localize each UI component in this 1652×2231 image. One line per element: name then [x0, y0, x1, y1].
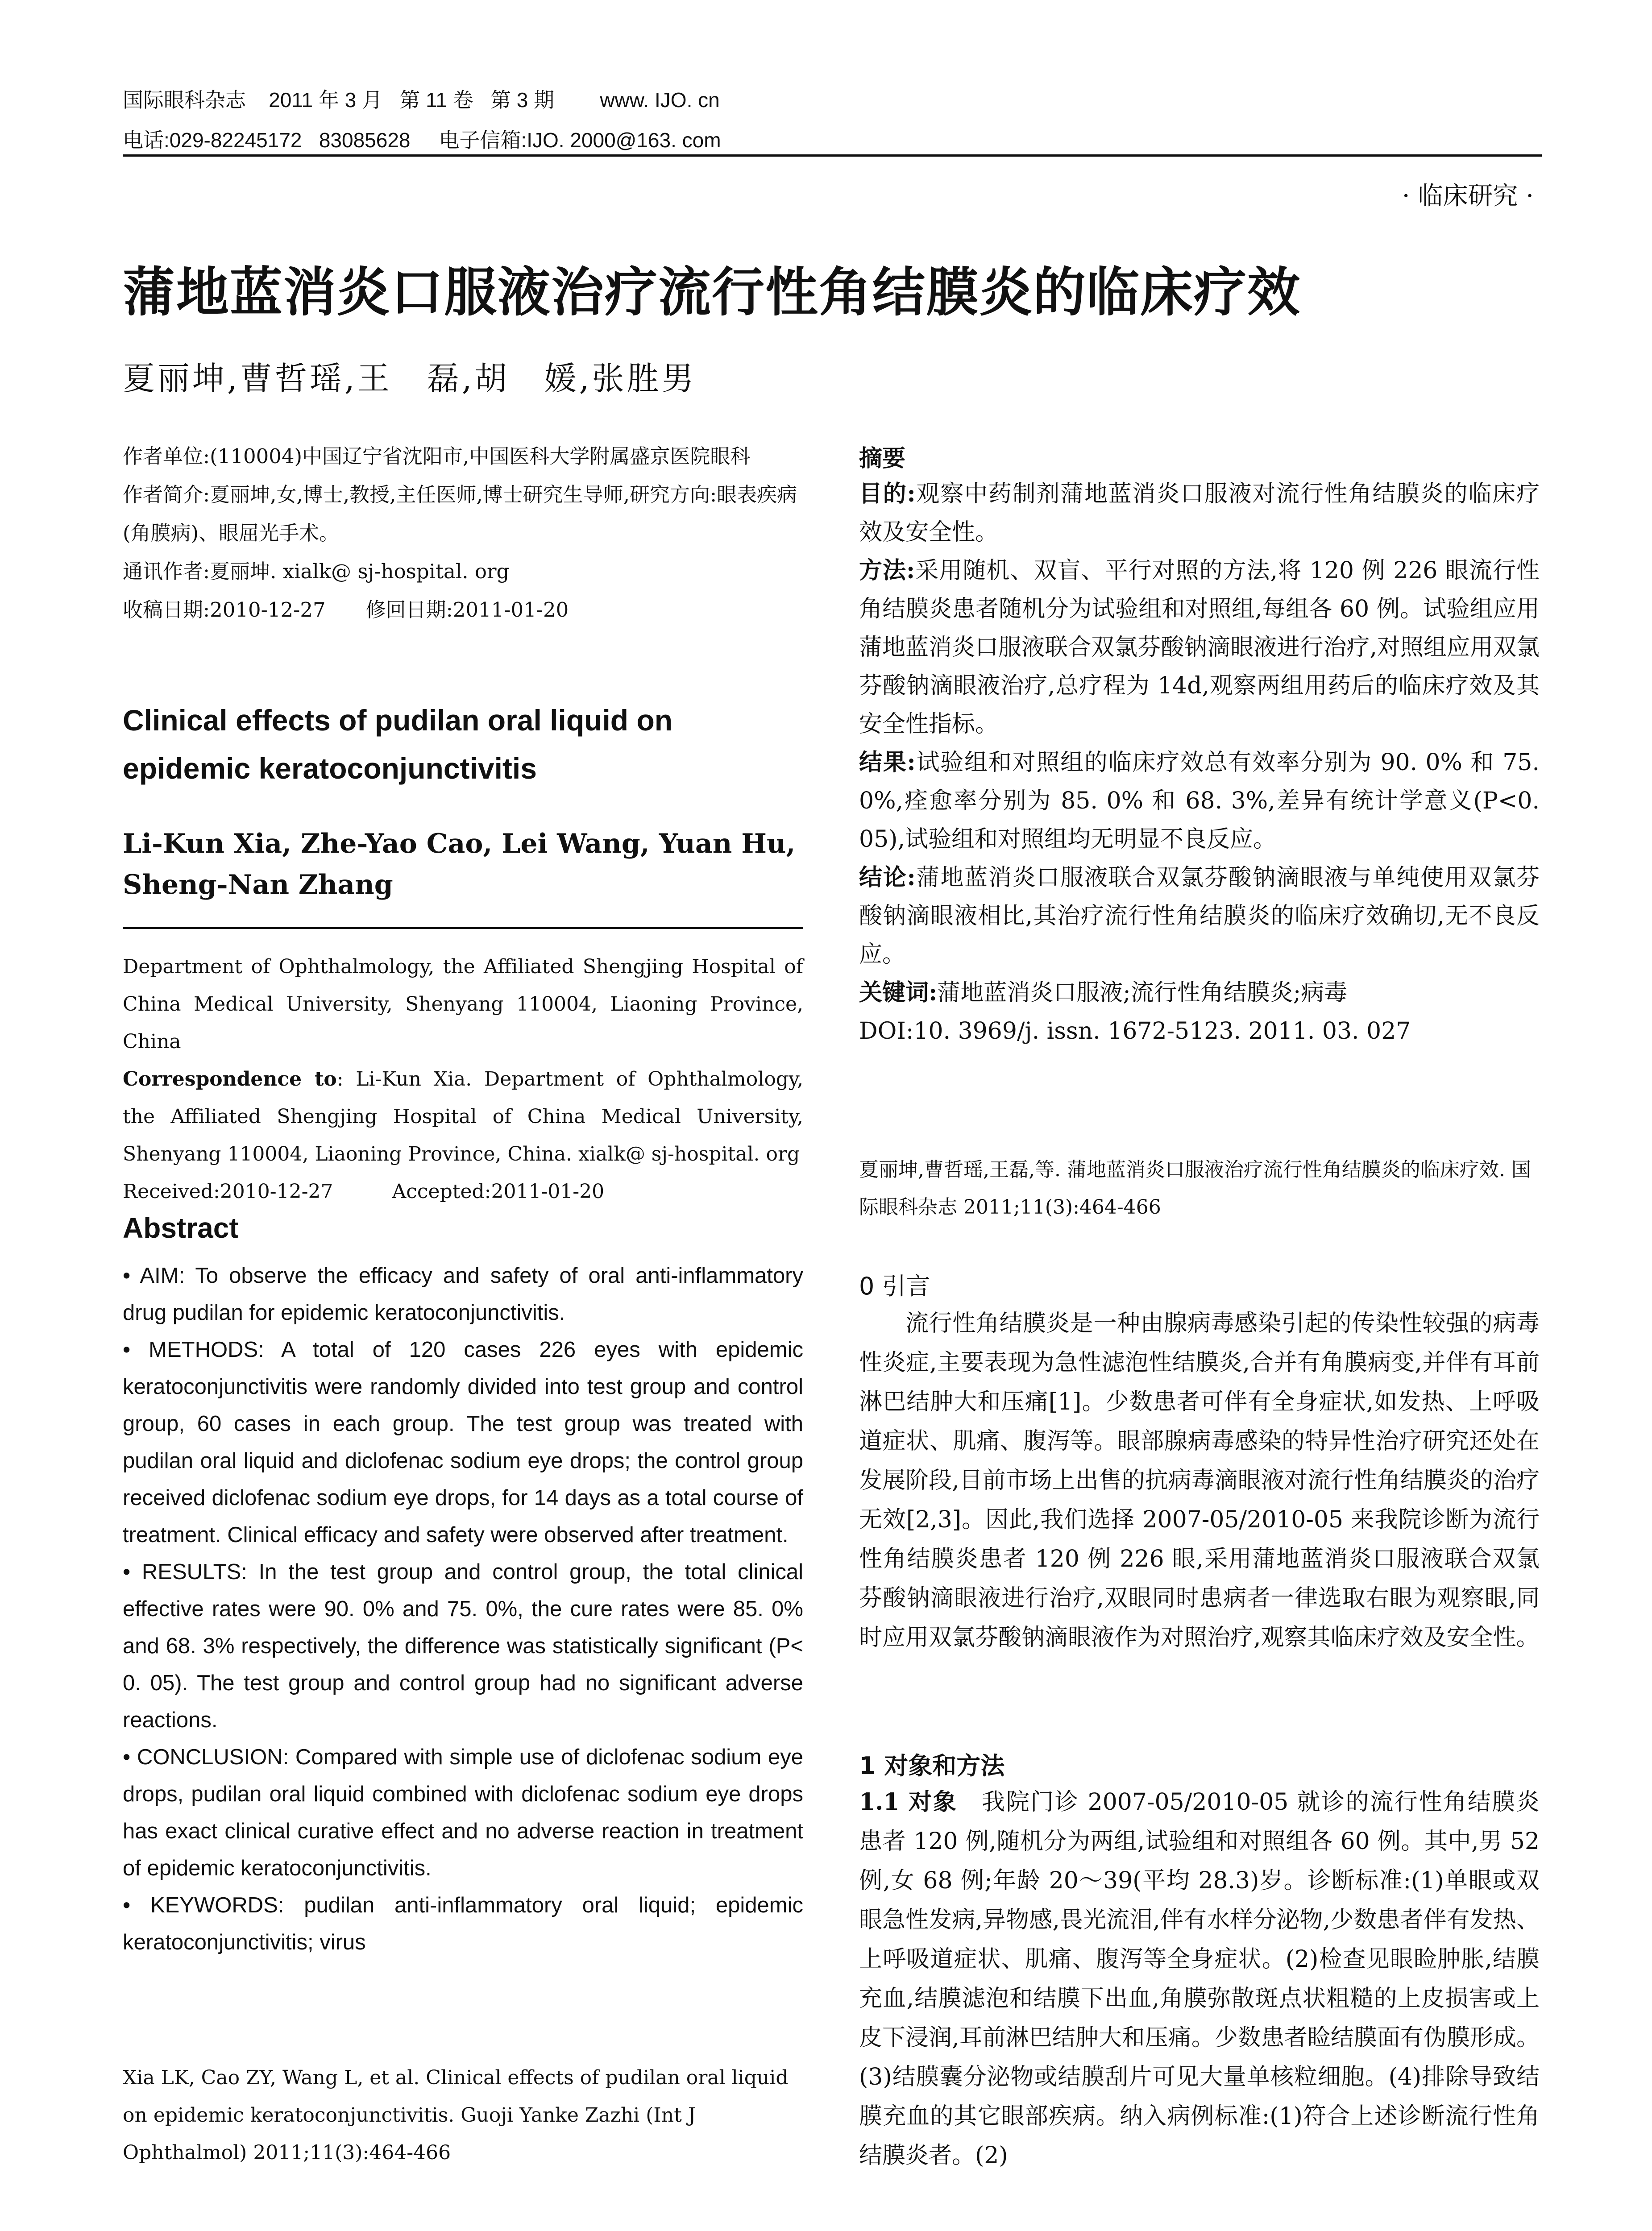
subsection-label: 1.1 对象	[859, 1788, 958, 1816]
journal-header-line1: 国际眼科杂志 2011 年 3 月 第 11 卷 第 3 期 www. IJO. cn	[123, 88, 720, 112]
abstract-aim-cn	[859, 475, 1540, 552]
section-tag: · 临床研究 ·	[1402, 182, 1534, 211]
abstract-body-cn	[859, 475, 1540, 1050]
aim-text: 观察中药制剂蒲地蓝消炎口服液对流行性角结膜炎的临床疗效及安全性。	[859, 481, 1540, 546]
abstract-results-cn	[859, 743, 1540, 858]
abstract-keywords-en: • KEYWORDS: pudilan anti-inflammatory oral liquid; epidemic keratoconjunctivitis; virus	[123, 1893, 803, 1954]
methods-text: 采用随机、双盲、平行对照的方法,将 120 例 226 眼流行性角结膜炎患者随机分为试验组和对照组,每组各 60 例。试验组应用蒲地蓝消炎口服液联合双氯芬酸钠滴眼液进行治疗,对照组应用双氯芬酸钠滴眼液治疗,总疗程为 14d,观察两组用药后的临床疗效及其安全性指标。	[859, 557, 1540, 738]
intro-paragraph: 流行性角结膜炎是一种由腺病毒感染引起的传染性较强的病毒性炎症,主要表现为急性滤泡性结膜炎,合并有角膜病变,并伴有耳前淋巴结肿大和压痛[1]。少数患者可伴有全身症状,如发热、上呼吸道症状、肌痛、腹泻等。眼部腺病毒感染的特异性治疗研究还处在发展阶段,目前市场上出售的抗病毒滴眼液对流行性角结膜炎的治疗无效[2,3]。因此,我们选择 2007-05/2010-05 来我院诊断为流行性角结膜炎患者 120 例 226 眼,采用蒲地蓝消炎口服液联合双氯芬酸钠滴眼液进行治疗,双眼同时患病者一律选取右眼为观察眼,同时应用双氯芬酸钠滴眼液作为对照治疗,观察其临床疗效及安全性。	[859, 1310, 1540, 1651]
citation-en: Xia LK, Cao ZY, Wang L, et al. Clinical effects of pudilan oral liquid on epidemic keratoconjunctivitis. Guoji Yanke Zazhi (Int J Ophthalmol) 2011;11(3):464-466	[123, 2066, 789, 2164]
affiliation-block	[123, 948, 803, 1211]
author-bio: 作者简介:夏丽坤,女,博士,教授,主任医师,博士研究生导师,研究方向:眼表疾病(角膜病)、眼屈光手术。	[123, 483, 797, 545]
abstract-keywords-cn	[859, 974, 1540, 1012]
abstract-body-en	[123, 1257, 803, 1961]
keywords-text: 蒲地蓝消炎口服液;流行性角结膜炎;病毒	[937, 979, 1348, 1006]
keywords-label: 关键词:	[859, 979, 938, 1006]
subsection-objects	[859, 1783, 1540, 2175]
abstract-heading-cn: 摘要	[859, 445, 906, 472]
results-label: 结果:	[859, 749, 916, 776]
abstract-methods-cn	[859, 552, 1540, 743]
aim-label: 目的:	[859, 480, 916, 507]
subsection-text: 我院门诊 2007-05/2010-05 就诊的流行性角结膜炎患者 120 例,随机分为两组,试验组和对照组各 60 例。其中,男 52 例,女 68 例;年龄 20～39(平均 28.3)岁。诊断标准:(1)单眼或双眼急性发病,异物感,畏光流泪,伴有水样分泌物,少数患者伴有发热、上呼吸道症状、肌痛、腹泻等全身症状。(2)检查见眼睑肿胀,结膜充血,结膜滤泡和结膜下出血,角膜弥散斑点状粗糙的上皮损害或上皮下浸润,耳前淋巴结肿大和压痛。少数患者睑结膜面有伪膜形成。(3)结膜囊分泌物或结膜刮片可见大量单核粒细胞。(4)排除导致结膜充血的其它眼部疾病。纳入病例标准:(1)符合上述诊断流行性角结膜炎者。(2)	[859, 1789, 1540, 2169]
authors-en: Li-Kun Xia, Zhe-Yao Cao, Lei Wang, Yuan Hu, Sheng-Nan Zhang	[123, 828, 796, 900]
article-title-cn: 蒲地蓝消炎口服液治疗流行性角结膜炎的临床疗效	[123, 261, 1301, 323]
received-date-cn: 收稿日期:2010-12-27 修回日期:2011-01-20	[123, 598, 569, 622]
doi: DOI:10. 3969/j. issn. 1672-5123. 2011. 03. 027	[859, 1018, 1411, 1045]
citation-cn: 夏丽坤,曹哲瑶,王磊,等. 蒲地蓝消炎口服液治疗流行性角结膜炎的临床疗效. 国际眼科杂志 2011;11(3):464-466	[859, 1158, 1531, 1219]
affiliation-en: Department of Ophthalmology, the Affiliated Shengjing Hospital of China Medical University, Shenyang 110004, Liaoning Province, China	[123, 955, 803, 1053]
abstract-conclusion-en: • CONCLUSION: Compared with simple use of diclofenac sodium eye drops, pudilan oral liquid combined with diclofenac sodium eye drops has exact clinical curative effect and no adverse reaction in treatment of epidemic keratoconjunctivitis.	[123, 1745, 803, 1880]
corresponding-author: 通讯作者:夏丽坤. xialk@ sj-hospital. org	[123, 560, 510, 583]
section-heading-intro: 0 引言	[859, 1272, 930, 1300]
divider	[123, 927, 803, 929]
results-text: 试验组和对照组的临床疗效总有效率分别为 90. 0% 和 75. 0%,痊愈率分别为 85. 0% 和 68. 3%,差异有统计学意义(P<0. 05),试验组和对照组均无明显不良反应。	[859, 749, 1540, 853]
article-title-en: Clinical effects of pudilan oral liquid on epidemic keratoconjunctivitis	[123, 704, 673, 785]
correspondence-text: : Li-Kun Xia. Department of Ophthalmology, the Affiliated Shengjing Hospital of China Medical University, Shenyang 110004, Liaoning Province, China. xialk@ sj-hospital. org	[123, 1068, 803, 1165]
section-heading-methods: 1 对象和方法	[859, 1752, 1005, 1780]
journal-header-line2: 电话:029-82245172 83085628 电子信箱:IJO. 2000@163. com	[123, 129, 721, 152]
abstract-heading-en: Abstract	[123, 1212, 239, 1244]
author-info	[123, 437, 803, 629]
methods-label: 方法:	[859, 557, 915, 584]
abstract-conclusion-cn	[859, 858, 1540, 974]
header-rule	[123, 154, 1542, 157]
abstract-aim-en: • AIM: To observe the efficacy and safety of oral anti-inflammatory drug pudilan for epidemic keratoconjunctivitis.	[123, 1264, 803, 1325]
correspondence-en	[123, 1061, 803, 1173]
abstract-methods-en: • METHODS: A total of 120 cases 226 eyes with epidemic keratoconjunctivitis were randomly divided into test group and control group, 60 cases in each group. The test group was treated with pudilan oral liquid and diclofenac sodium eye drops; the control group received diclofenac sodium eye drops, for 14 days as a total course of treatment. Clinical efficacy and safety were observed after treatment.	[123, 1338, 803, 1547]
received-en: Received:2010-12-27 Accepted:2011-01-20	[123, 1180, 605, 1203]
conclusion-label: 结论:	[859, 864, 916, 891]
conclusion-text: 蒲地蓝消炎口服液联合双氯芬酸钠滴眼液与单纯使用双氯芬酸钠滴眼液相比,其治疗流行性角结膜炎的临床疗效确切,无不良反应。	[859, 864, 1540, 968]
authors-cn: 夏丽坤,曹哲瑶,王 磊,胡 媛,张胜男	[123, 360, 697, 397]
author-unit: 作者单位:(110004)中国辽宁省沈阳市,中国医科大学附属盛京医院眼科	[123, 444, 751, 468]
correspondence-label: Correspondence to	[123, 1068, 337, 1091]
abstract-results-en: • RESULTS: In the test group and control group, the total clinical effective rates were 90. 0% and 75. 0%, the cure rates were 85. 0% and 68. 3% respectively, the difference was statistically significant (P< 0. 05). The test group and control group had no significant adverse reactions.	[123, 1560, 803, 1732]
